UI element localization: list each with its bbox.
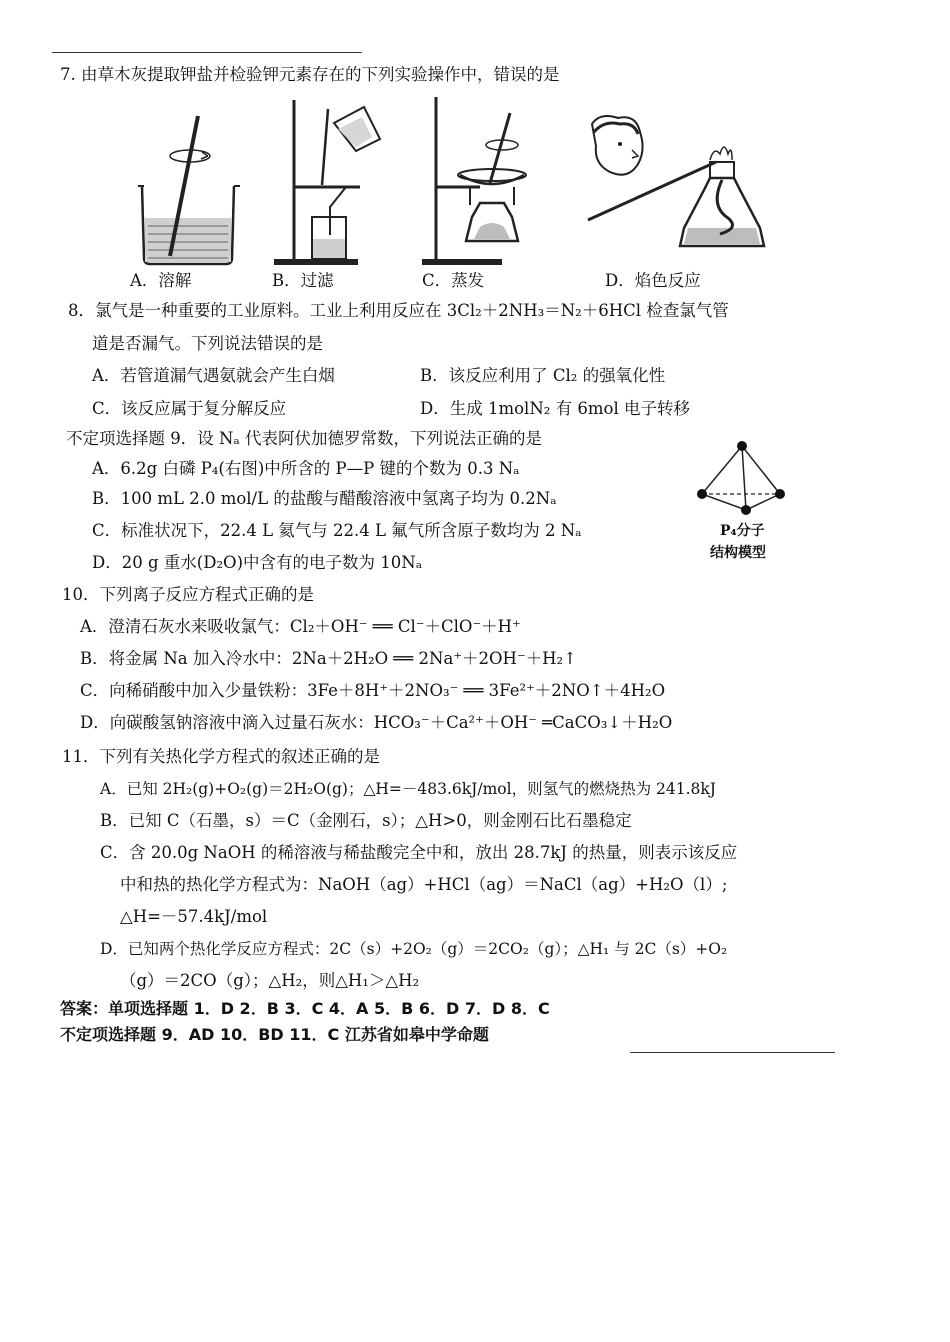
dissolve-figure bbox=[130, 108, 250, 268]
p4-caption-1: P₄分子 bbox=[720, 523, 765, 539]
q11-option-a: A．已知 2H₂(g)+O₂(g)＝2H₂O(g)；△H=－483.6kJ/mol，则氢气的燃烧热为 241.8kJ bbox=[100, 780, 716, 798]
q8-option-c: C．该反应属于复分解反应 bbox=[92, 399, 287, 418]
q8-option-a: A．若管道漏气遇氨就会产生白烟 bbox=[92, 366, 335, 385]
q9-option-b: B．100 mL 2.0 mol/L 的盐酸与醋酸溶液中氢离子均为 0.2Nₐ bbox=[92, 489, 557, 508]
q11-option-b: B．已知 C（石墨，s）＝C（金刚石，s）；△H>0，则金刚石比石墨稳定 bbox=[100, 811, 632, 830]
flame-test-figure bbox=[580, 110, 780, 270]
p4-caption-2: 结构模型 bbox=[710, 545, 766, 561]
q11-stem: 11．下列有关热化学方程式的叙述正确的是 bbox=[62, 747, 380, 766]
answer-line-2: 不定项选择题 9．AD 10．BD 11．C 江苏省如皋中学命题 bbox=[60, 1025, 489, 1044]
q10-option-c: C．向稀硝酸中加入少量铁粉：3Fe＋8H⁺＋2NO₃⁻ ══ 3Fe²⁺＋2NO↑＋4H₂O bbox=[80, 681, 666, 700]
q10-option-a: A．澄清石灰水来吸收氯气：Cl₂＋OH⁻ ══ Cl⁻＋ClO⁻＋H⁺ bbox=[80, 617, 521, 636]
q8-stem-2: 道是否漏气。下列说法错误的是 bbox=[92, 334, 323, 353]
q11-option-c-line2: 中和热的热化学方程式为：NaOH（ag）+HCl（ag）＝NaCl（ag）+H₂O（l）; bbox=[120, 875, 728, 894]
filtration-figure bbox=[272, 95, 392, 270]
answer-line-1: 答案：单项选择题 1．D 2．B 3．C 4．A 5．B 6．D 7．D 8．C bbox=[60, 999, 550, 1018]
q10-option-b: B．将金属 Na 加入冷水中：2Na＋2H₂O ══ 2Na⁺＋2OH⁻＋H₂↑ bbox=[80, 649, 577, 668]
q11-option-d-line1: D．已知两个热化学反应方程式：2C（s）+2O₂（g）＝2CO₂（g）；△H₁ 与 2C（s）+O₂ bbox=[100, 940, 728, 958]
q9-stem: 不定项选择题 9．设 Nₐ 代表阿伏加德罗常数，下列说法正确的是 bbox=[66, 429, 543, 448]
evaporation-figure bbox=[420, 95, 545, 270]
q8-stem-1: 8．氯气是一种重要的工业原料。工业上利用反应在 3Cl₂＋2NH₃＝N₂＋6HCl 检查氯气管 bbox=[68, 301, 729, 320]
q8-option-d: D．生成 1molN₂ 有 6mol 电子转移 bbox=[420, 399, 690, 418]
q9-option-c: C．标准状况下，22.4 L 氦气与 22.4 L 氟气所含原子数均为 2 Nₐ bbox=[92, 521, 582, 540]
q7-caption-a: A．溶解 bbox=[130, 271, 192, 290]
q9-option-a: A．6.2g 白磷 P₄(右图)中所含的 P—P 键的个数为 0.3 Nₐ bbox=[92, 459, 520, 478]
q7-caption-c: C．蒸发 bbox=[422, 271, 485, 290]
q9-option-d: D．20 g 重水(D₂O)中含有的电子数为 10Nₐ bbox=[92, 553, 423, 572]
top-rule bbox=[52, 52, 362, 53]
bottom-rule bbox=[630, 1052, 835, 1053]
q11-option-c-line1: C．含 20.0g NaOH 的稀溶液与稀盐酸完全中和，放出 28.7kJ 的热量，则表示该反应 bbox=[100, 843, 738, 862]
q11-option-d-line2: （g）＝2CO（g）；△H₂，则△H₁＞△H₂ bbox=[120, 971, 420, 990]
q7-caption-b: B．过滤 bbox=[272, 271, 334, 290]
q7-stem: 7. 由草木灰提取钾盐并检验钾元素存在的下列实验操作中，错误的是 bbox=[60, 65, 560, 84]
q7-caption-d: D．焰色反应 bbox=[605, 271, 701, 290]
p4-molecule-figure bbox=[694, 440, 790, 518]
q10-stem: 10．下列离子反应方程式正确的是 bbox=[62, 585, 314, 604]
q11-option-c-line3: △H=－57.4kJ/mol bbox=[120, 907, 268, 926]
q8-option-b: B．该反应利用了 Cl₂ 的强氧化性 bbox=[420, 366, 666, 385]
q10-option-d: D．向碳酸氢钠溶液中滴入过量石灰水：HCO₃⁻＋Ca²⁺＋OH⁻ ═CaCO₃↓＋H₂O bbox=[80, 713, 673, 732]
